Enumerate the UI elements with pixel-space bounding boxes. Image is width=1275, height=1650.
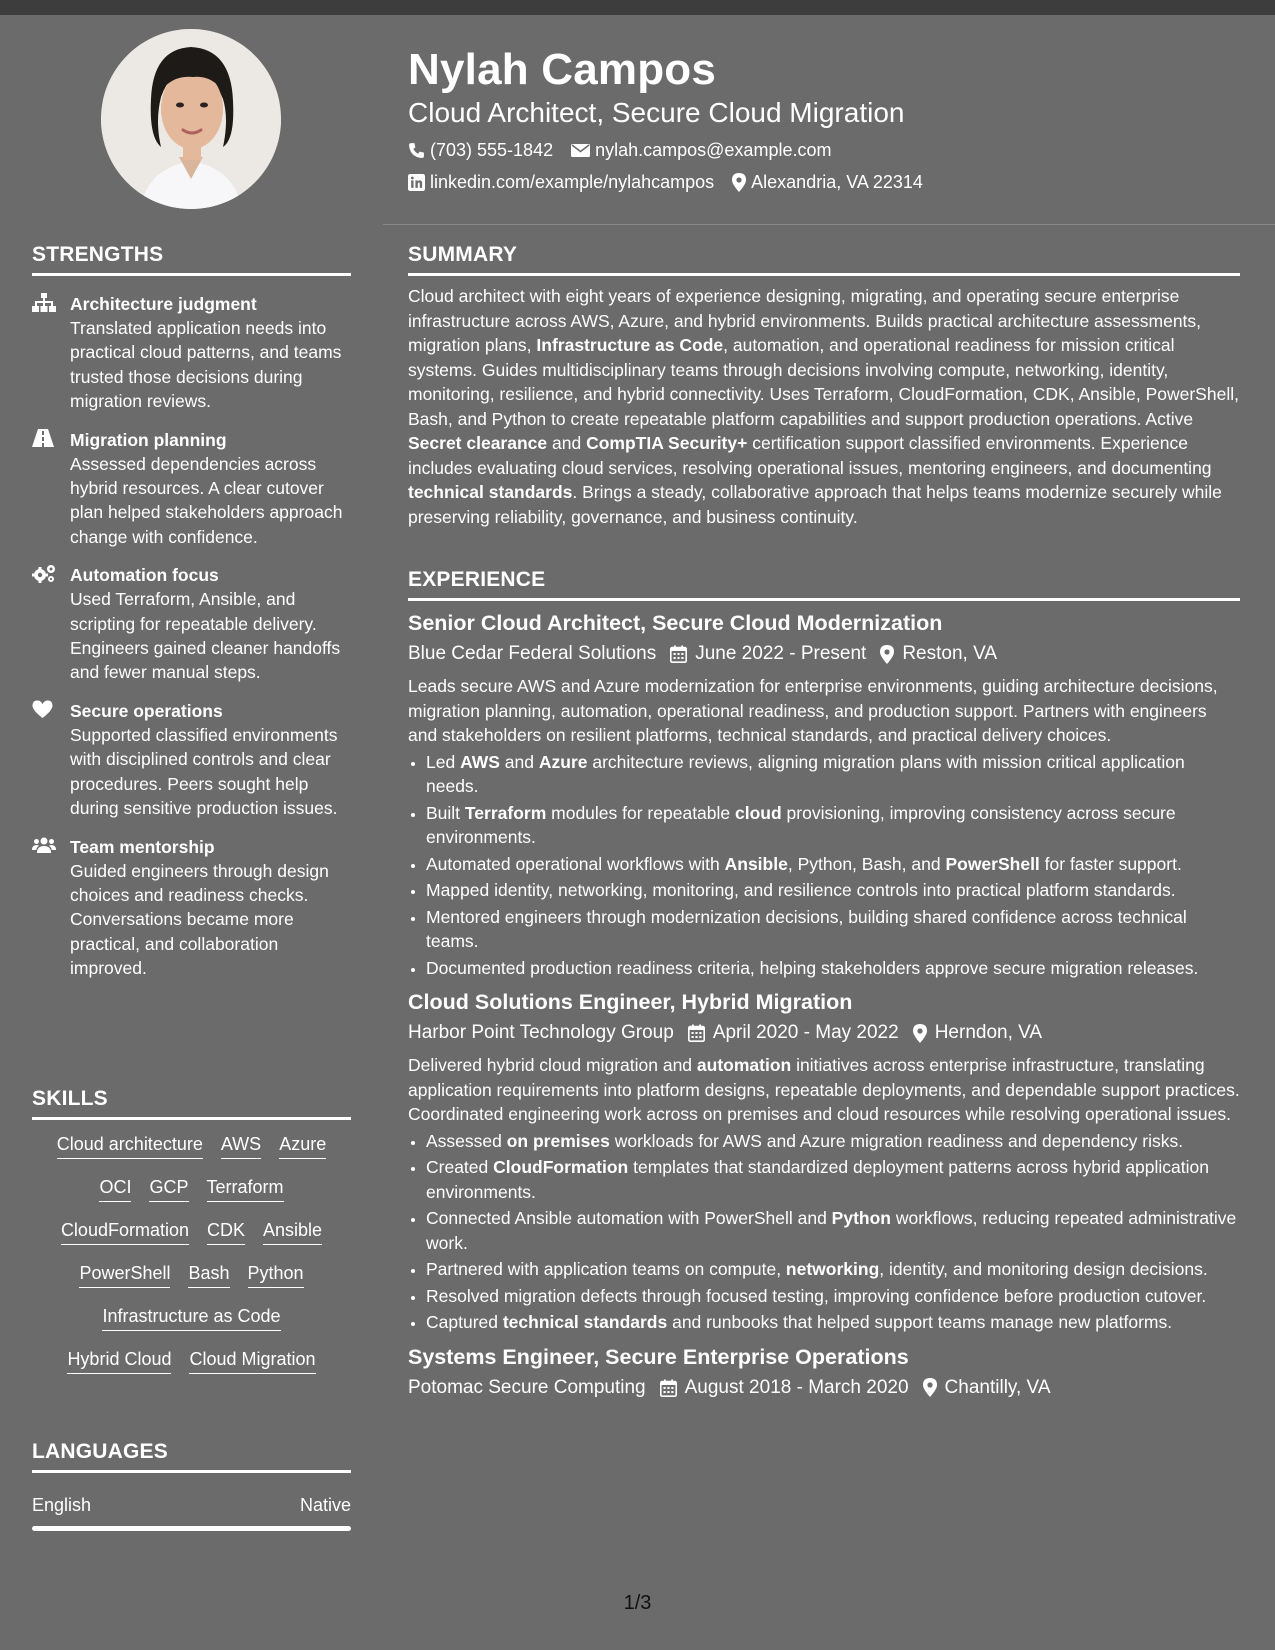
email-contact[interactable] [571,136,831,164]
skill-tag: Cloud Migration [189,1347,315,1374]
summary-title: SUMMARY [408,243,1240,276]
skill-tag: CloudFormation [61,1218,189,1245]
strength-item [32,699,351,821]
skill-row [32,1261,351,1288]
skill-row [32,1218,351,1245]
job-dates: August 2018 - March 2020 [684,1376,909,1398]
job-bullet: • Resolved migration defects through focused testing, improving confidence before production cutover. [426,1284,1240,1309]
job-list [408,609,1240,1402]
job-bullet: • Built Terraform modules for repeatable cloud provisioning, improving consistency across secure environments. [426,801,1240,850]
job-location: Reston, VA [902,643,998,664]
job-company: Potomac Secure Computing [408,1376,646,1398]
calendar-icon [688,1024,705,1042]
phone-number: (703) 555-1842 [430,140,554,160]
job-meta [408,1374,1240,1402]
job-dates: April 2020 - May 2022 [712,1022,899,1043]
top-bar [0,0,1275,15]
candidate-name: Nylah Campos [408,45,717,94]
resume-header [408,44,1228,196]
summary-section [408,243,1240,529]
job-bullet: • Partnered with application teams on compute, networking, identity, and monitoring design decisions. [426,1257,1240,1282]
strength-title: Secure operations [70,700,223,721]
skills-list [32,1132,351,1374]
job-title: Systems Engineer, Secure Enterprise Operations [408,1344,909,1369]
linkedin-url: linkedin.com/example/nylahcampos [430,172,715,192]
job-entry [408,609,1240,980]
skill-tag: Infrastructure as Code [102,1304,280,1331]
contact-row-2 [408,168,1228,196]
strength-title: Team mentorship [70,836,215,857]
envelope-icon [571,143,590,158]
job-bullet: • Mentored engineers through modernization decisions, building shared confidence across technical teams. [426,905,1240,954]
strength-item [32,428,351,550]
strength-desc: Translated application needs into practical cloud patterns, and teams trusted those decisions during migration reviews. [70,318,342,412]
location-text: Alexandria, VA 22314 [751,172,923,192]
skill-tag: OCI [99,1175,131,1202]
job-bullet: • Documented production readiness criteria, helping stakeholders approve secure migration releases. [426,956,1240,981]
job-company: Harbor Point Technology Group [408,1022,674,1043]
job-bullet: • Assessed on premises workloads for AWS and Azure migration readiness and dependency risks. [426,1129,1240,1154]
skill-row [32,1347,351,1374]
job-bullet: • Automated operational workflows with Ansible, Python, Bash, and PowerShell for faster support. [426,852,1240,877]
language-level-bar [32,1526,351,1531]
strengths-title: STRENGTHS [32,243,351,276]
job-bullets [408,1129,1240,1335]
job-company: Blue Cedar Federal Solutions [408,643,657,664]
job-bullet: • Mapped identity, networking, monitoring, and resilience controls into practical platform standards. [426,878,1240,903]
languages-section [32,1440,351,1531]
skills-section [32,1087,351,1374]
skill-tag: Bash [188,1261,229,1288]
strength-desc: Assessed dependencies across hybrid resources. A clear cutover plan helped stakeholders approach change with confidence. [70,453,343,547]
skill-tag: Azure [279,1132,326,1159]
skill-tag: Terraform [207,1175,284,1202]
language-level: Native [299,1495,351,1515]
linkedin-contact[interactable] [408,168,714,196]
skill-tag: Hybrid Cloud [67,1347,171,1374]
job-bullet: • Created CloudFormation templates that standardized deployment patterns across hybrid application environments. [426,1155,1240,1204]
skill-row [32,1175,351,1202]
gears-icon [32,563,70,584]
languages-title: LANGUAGES [32,1440,351,1473]
job-location: Chantilly, VA [944,1376,1051,1398]
language-name: English [32,1495,92,1515]
experience-section [408,568,1240,1402]
map-pin-icon [732,173,746,192]
skill-tag: Python [248,1261,304,1288]
phone-contact[interactable] [408,136,553,164]
skill-row [32,1304,351,1331]
page-number: 1/3 [623,1592,652,1614]
map-pin-icon [913,1024,927,1043]
strength-title: Migration planning [70,429,227,450]
phone-icon [408,142,425,159]
skill-tag: CDK [207,1218,245,1245]
strength-item [32,292,351,414]
contact-row-1 [408,136,1228,164]
header-divider [383,224,1275,225]
job-bullet: • Captured technical standards and runbooks that helped support teams manage new platforms. [426,1310,1240,1335]
email-address: nylah.campos@example.com [595,140,832,160]
job-dates: June 2022 - Present [695,643,867,664]
linkedin-icon [408,174,425,191]
language-item [32,1495,351,1516]
job-title: Cloud Solutions Engineer, Hybrid Migration [408,990,853,1014]
job-bullets [408,750,1240,981]
job-meta [408,640,1240,668]
strength-title: Automation focus [70,565,219,586]
strength-desc: Used Terraform, Ansible, and scripting for repeatable delivery. Engineers gained cleaner handoffs and fewer manual steps. [70,589,341,683]
summary-text: Cloud architect with eight years of experience designing, migrating, and operating secure enterprise infrastructure across AWS, Azure, and hybrid environments. Builds practical architecture assessments, migration plans, Infrastructure as Code, automation, and operational readiness for mission critical systems. Guides multidisciplinary teams through decisions involving compute, networking, identity, monitoring, resilience, and hybrid connectivity. Uses Terraform, CloudFormation, CDK, Ansible, PowerShell, Bash, and Python to create repeatable platform capabilities and support production operations. Active Secret clearance and CompTIA Security+ certification support classified environments. Experience includes evaluating cloud services, resolving operational issues, mentoring engineers, and documenting technical standards. Brings a steady, collaborative approach that helps teams modernize securely while preserving reliability, governance, and business continuity. [408,286,1239,527]
job-entry [408,988,1240,1335]
heart-icon [32,699,70,720]
experience-title: EXPERIENCE [408,568,1240,601]
map-pin-icon [923,1378,937,1397]
candidate-role: Cloud Architect, Secure Cloud Migration [408,97,905,128]
job-summary: Delivered hybrid cloud migration and automation initiatives across enterprise infrastructure, translating application requirements into platform designs, repeatable deployments, and dependable support practices. Coordinated engineering work across on premises and cloud resources while resolving operational issues. [408,1055,1240,1124]
map-pin-icon [880,645,894,664]
users-icon [32,835,70,856]
calendar-icon [660,1379,677,1397]
skill-tag: Ansible [263,1218,322,1245]
strength-desc: Supported classified environments with disciplined controls and clear procedures. Peers sought help during sensitive production issues. [70,724,338,819]
job-entry [408,1343,1240,1402]
strengths-section [32,243,351,981]
skill-tag: PowerShell [79,1261,170,1288]
job-location: Herndon, VA [934,1022,1043,1043]
job-bullet: • Led AWS and Azure architecture reviews, aligning migration plans with mission critical application needs. [426,750,1240,799]
job-meta [408,1019,1240,1047]
calendar-icon [670,645,687,663]
road-icon [32,428,70,449]
skill-tag: Cloud architecture [57,1132,203,1159]
sitemap-icon [32,292,70,313]
job-bullet: • Connected Ansible automation with PowerShell and Python workflows, reducing repeated administrative work. [426,1206,1240,1255]
job-summary: Leads secure AWS and Azure modernization for enterprise environments, guiding architecture decisions, migration planning, automation, operational readiness, and production support. Partners with engineers and stakeholders on resilient platforms, technical standards, and practical delivery choices. [408,676,1218,745]
skill-row [32,1132,351,1159]
strength-item [32,563,351,685]
strength-item [32,835,351,981]
strength-title: Architecture judgment [70,294,257,314]
strength-desc: Guided engineers through design choices and readiness checks. Conversations became more practical, and collaboration improved. [70,860,329,979]
skill-tag: GCP [149,1175,188,1202]
location-contact [732,168,923,196]
skill-tag: AWS [221,1132,261,1159]
skills-title: SKILLS [32,1087,351,1120]
profile-photo [101,29,281,209]
job-title: Senior Cloud Architect, Secure Cloud Modernization [408,611,943,635]
